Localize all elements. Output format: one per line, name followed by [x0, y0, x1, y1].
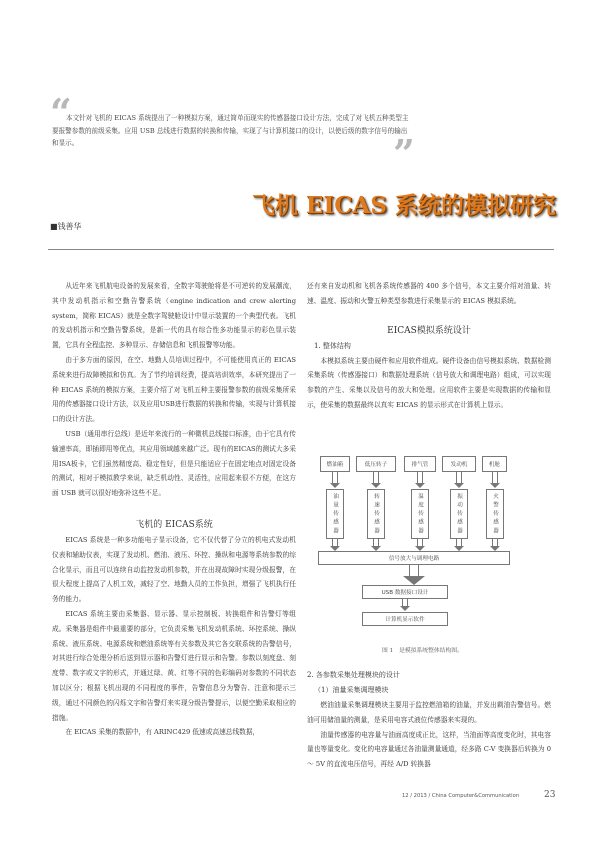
abstract-text: 本文针对飞机的 EICAS 系统提出了一种模拟方案，通过简单而现实的传感器接口设计方法，完成了对飞机五种类型主要报警参数的前级采集。应用 USB 总线进行数据的转换和传输，实现了与计算机接口的设计，以使后级的数字信号的输出和显示。 [52, 114, 409, 147]
arrow-icon [373, 472, 379, 484]
diagram-source-box: 低压转子 [356, 456, 396, 472]
paragraph: 从近年来飞机航电设备的发展来看，全数字驾驶舱将是不可逆转的发展潮流，其中发动机指示和空勤告警系统（engine indication and crew alerting system，简称 EICAS）就是全数字驾驶舱设计中显示装置的一个典型代表。飞机的发动机指示和空勤告警系统，是新一代的具有综合性多功能显示的彩色显示装置，它具有全程监控、多种显示、存储信息和飞机报警等功能。 [52, 282, 296, 350]
diagram-amplifier-box: 信号放大与调理电路 [318, 551, 510, 565]
arrow-icon [456, 539, 462, 547]
paragraph: 油量传感器的电容量与油面高度成正比，这样，当油面等高度变化时，其电容量也等量变化。变化的电容量通过各油量测量通道，经多路 C-V 变换器后转换为 0 ～ 5V 的直流电压信号，再经 A/D 转换器 [307, 730, 551, 769]
paragraph: 由于多方面的原因，在空、地勤人员培训过程中，不可能使用真正的 EICAS 系统来进行故障模拟和仿真。为了节约培训经费，提高培训效率，本研究提出了一种 EICAS 系统的模拟方案，主要介绍了对飞机五种主要报警参数的前级采集所采用的传感器接口设计方法，以及应用USB进行数据的转换和传输，实现与计算机接口的设计方法。 [52, 355, 296, 424]
subheading: 1. 整体结构 [314, 341, 351, 350]
section-heading: 飞机的 EICAS系统 [135, 519, 213, 530]
arrow-icon [373, 539, 379, 547]
right-column [307, 279, 551, 413]
open-quote-mark: “ [50, 90, 68, 135]
arrow-icon [409, 565, 419, 576]
header-divider [48, 249, 554, 250]
diagram-software-box: 计算机显示软件 [362, 612, 448, 626]
paragraph: 还有来自发动机和飞机各系统传感器的 400 多个信号，本文主要介绍对油量、转速、温度、振动和火警五种类型参数进行采集显示的 EICAS 模拟系统。 [307, 282, 551, 305]
paragraph: 在 EICAS 采集的数据中，有 ARINC429 低速或高速总线数据， [65, 728, 260, 737]
paragraph: USB（通用串行总线）是近年来流行的一种微机总线接口标准，由于它具有传输速率高，即插即用等优点，其应用领域越来越广泛。现有的EICAS的测试大多采用ISA板卡，它们虽然精度高、稳定性好，但是只能适应于在固定地点对固定设备的测试，相对于模拟教学来说，缺乏机动性、灵活性，应用起来很不方便，在这方面 USB 就可以很好地弥补这些不足。 [52, 429, 296, 498]
arrow-icon [492, 539, 498, 547]
author: ■钱善华 [50, 222, 82, 231]
arrow-icon [456, 472, 462, 484]
paragraph: 本模拟系统主要由硬件和应用软件组成。硬件设备由信号模拟系统、数据检测采集系统（传感器接口）和数据处理系统（信号放大和调理电路）组成，可以实现参数的产生、采集以及信号的放大和处理。应用软件主要是实现数据的传输和显示，使采集的数据最终以真实 EICAS 的显示形式在计算机上显示。 [307, 356, 551, 409]
figure-caption: 图 1 是模拟系统整体结构图。 [382, 648, 463, 654]
arrow-icon [332, 472, 338, 484]
arrow-icon [417, 539, 423, 547]
diagram-sensor-box: 振动传感器 [450, 489, 468, 539]
arrow-icon [417, 472, 423, 484]
diagram-sensor-box: 转速传感器 [367, 489, 385, 539]
page-number: 23 [544, 790, 556, 800]
right-column-bottom [307, 668, 551, 772]
left-column [52, 279, 296, 740]
subheading: 2. 各参数采集处理模块的设计 [307, 671, 400, 679]
close-quote-mark: ” [393, 131, 411, 176]
paragraph: EICAS 系统主要由采集器、显示器、显示控制板、转换组件和告警灯等组成。采集器是组件中最重要的部分，它负责采集飞机发动机系统、环控系统、操纵系统、液压系统、电源系统和燃油系统等有关参数及其它各交联系统的告警信号，对其进行综合处理分析后送到显示器和告警灯进行显示和告警。参数以刻度盘、刻度带、数字或文字的形式，并通过绿、黄、红等不同的色彩编码对参数的不同状态加以区分；根据飞机出现的不同程度的事件，告警信息分为警告、注意和提示三级，通过不同颜色的闪烁文字和告警灯来实现分级告警提示，以便空勤采取相应的措施。 [52, 609, 296, 722]
diagram-sensor-box: 油量传感器 [326, 489, 344, 539]
diagram-usb-box: USB 数据接口设计 [362, 585, 448, 599]
paragraph: 燃油油量采集调理模块主要用于监控燃油箱的油量，并发出剩油告警信号。燃油可用储油量的测量，是采用电容式液位传感器来实现的。 [307, 701, 551, 724]
journal-footer: 12 / 2013 / China Computer&Communication [402, 793, 520, 799]
arrow-icon [402, 599, 408, 607]
section-heading: EICAS模拟系统设计 [387, 325, 471, 336]
subheading: （1）油量采集调理模块 [314, 686, 389, 694]
diagram-source-box: 燃油箱 [320, 456, 350, 472]
paragraph: EICAS 系统是一种多功能电子显示设备，它不仅代替了分立的机电式发动机仪表和辅助仪表，实现了发动机、燃油、液压、环控、操纵和电源等系统参数的综合化显示，而且可以连续自动监控发动机参数，并在出现故障时实现分级报警，在很大程度上提高了人机工效，减轻了空、地勤人员的工作负担，增强了飞机执行任务的能力。 [52, 535, 296, 604]
article-title: 飞机 EICAS 系统的模拟研究 [251, 192, 556, 219]
abstract [52, 112, 412, 150]
arrow-icon [492, 472, 498, 484]
diagram-source-box: 排气管 [404, 456, 436, 472]
diagram-source-box: 机舱 [482, 456, 507, 472]
system-structure-diagram [315, 447, 545, 657]
arrow-icon [332, 539, 338, 547]
diagram-sensor-box: 温度传感器 [411, 489, 429, 539]
diagram-source-box: 发动机 [442, 456, 476, 472]
diagram-sensor-box: 火警传感器 [486, 489, 504, 539]
